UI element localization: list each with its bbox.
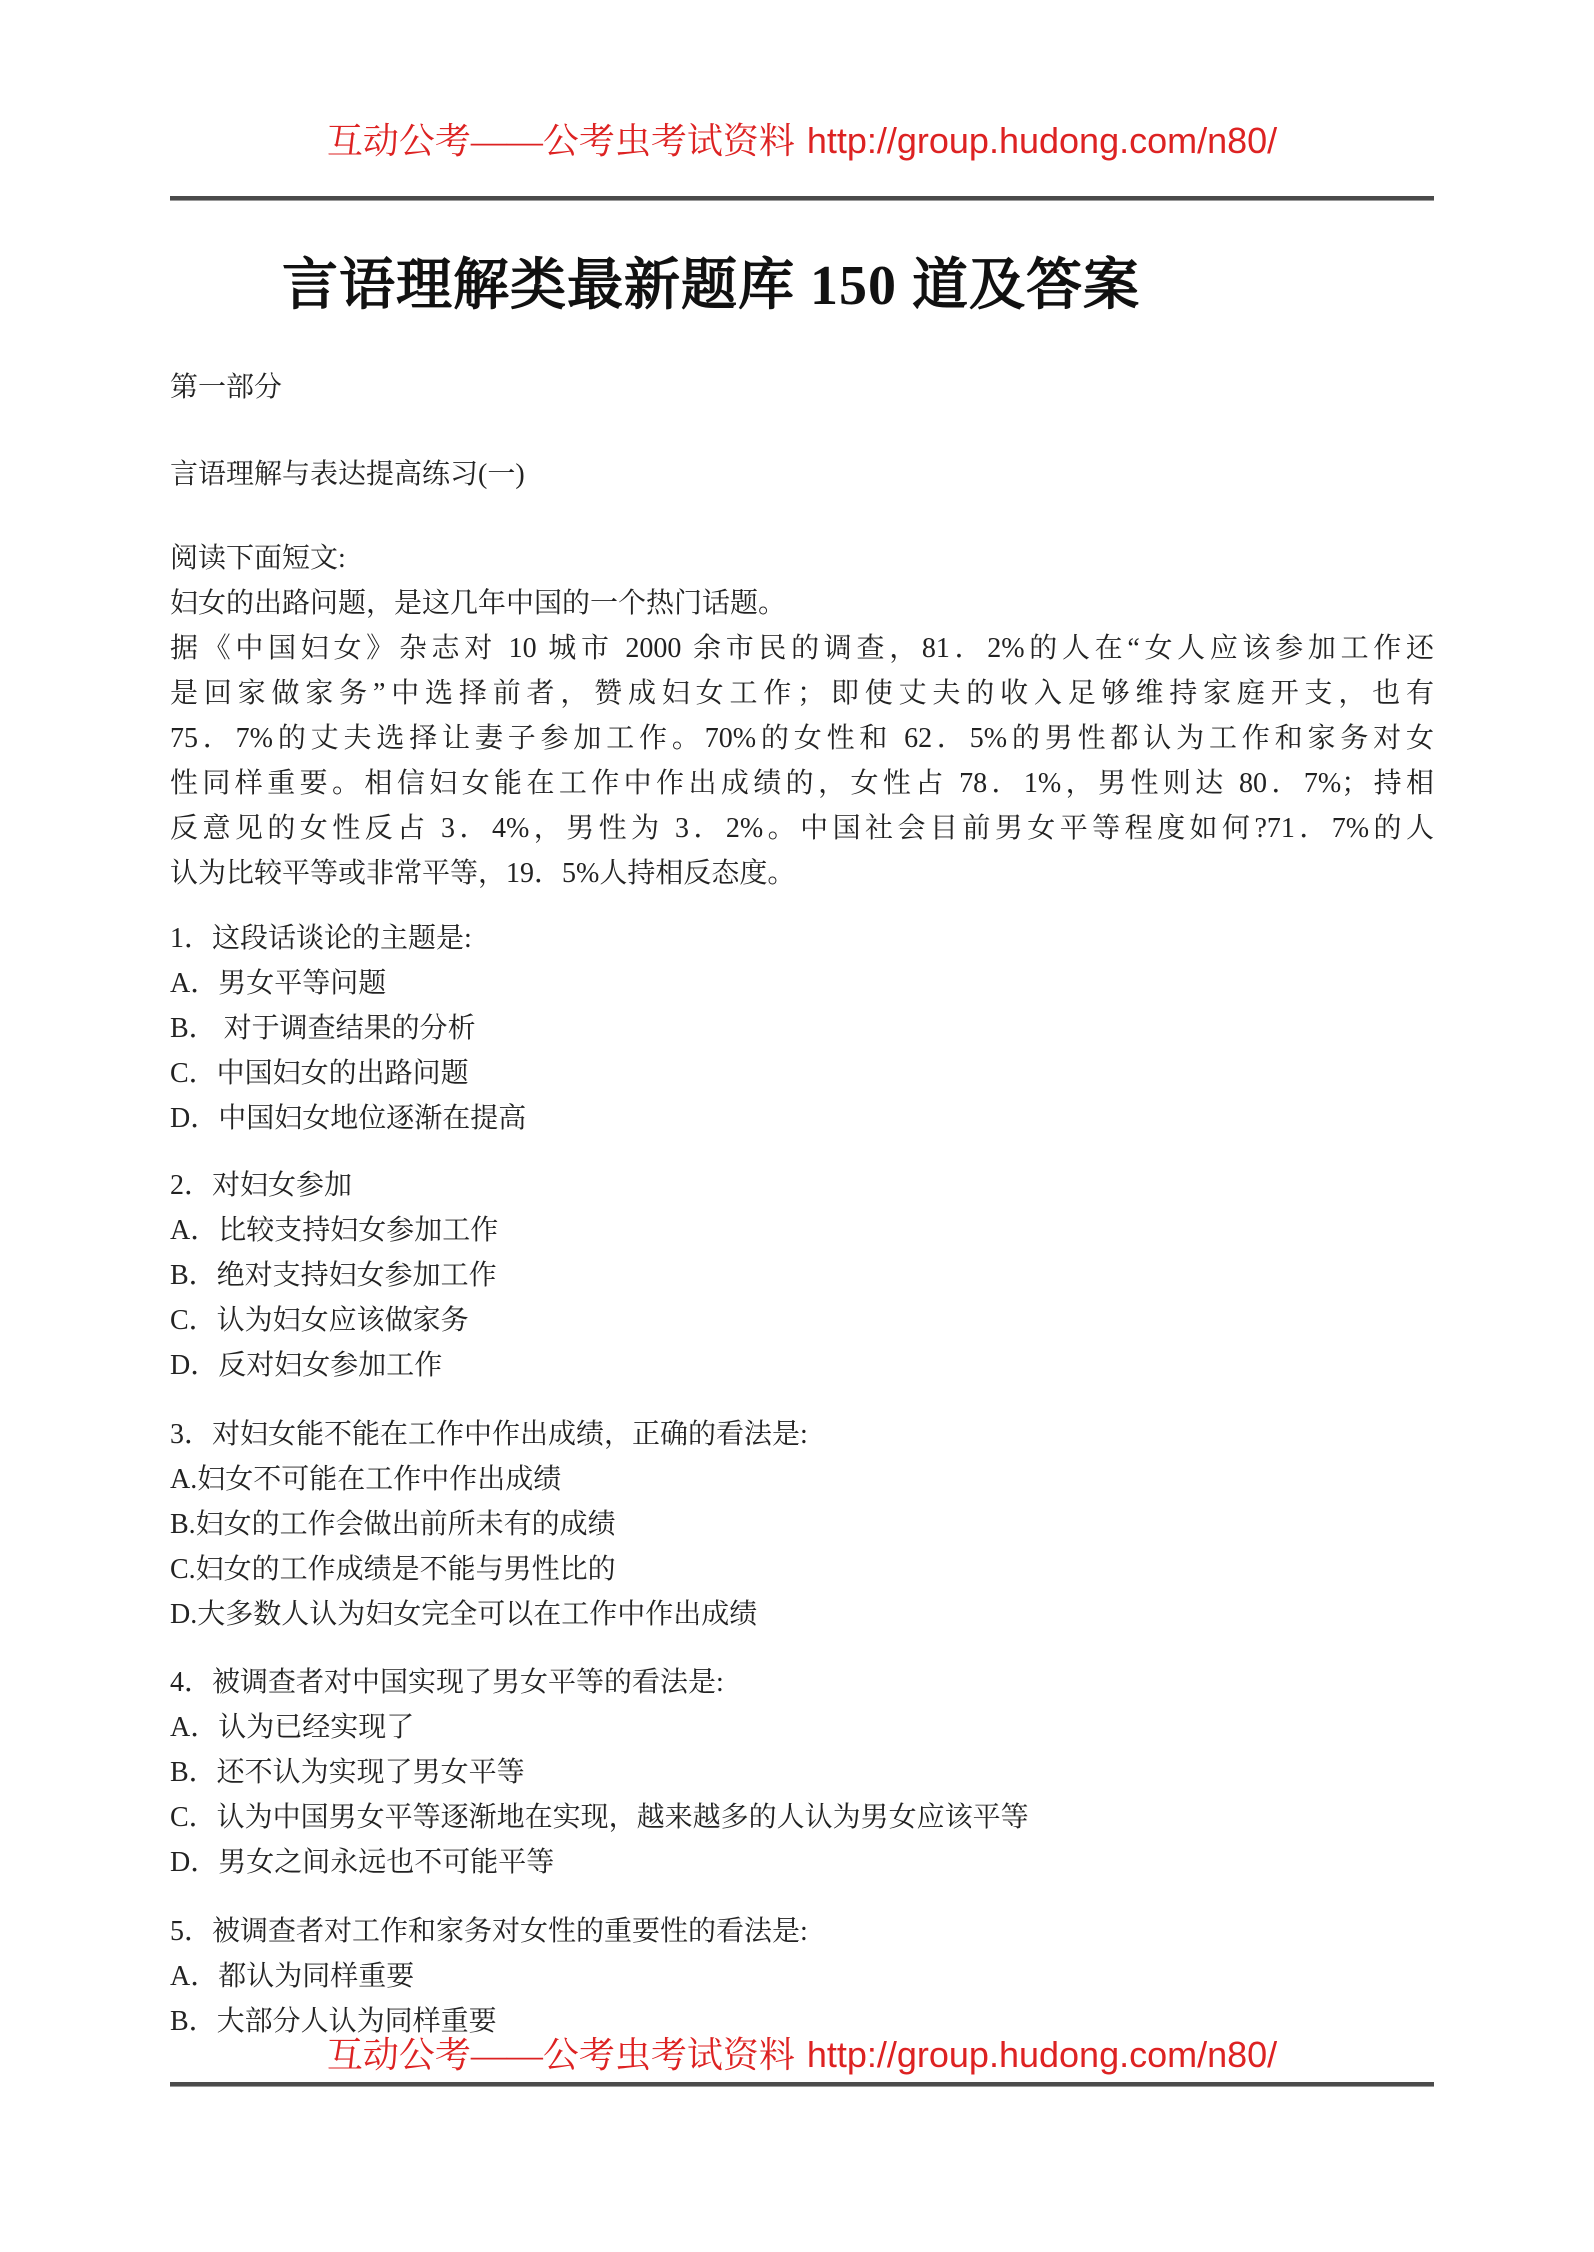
- question-1-option-a: A．男女平等问题: [170, 968, 387, 999]
- question-4-stem: 4．被调查者对中国实现了男女平等的看法是:: [170, 1667, 724, 1698]
- question-5-option-b: B．大部分人认为同样重要: [170, 2006, 497, 2037]
- question-3-option-b: B.妇女的工作会做出前所未有的成绩: [170, 1509, 616, 1540]
- question-1-option-d: D．中国妇女地位逐渐在提高: [170, 1103, 527, 1134]
- question-2-option-a: A．比较支持妇女参加工作: [170, 1215, 499, 1246]
- passage-line: 是回家做家务”中选择前者，赞成妇女工作；即使丈夫的收入足够维持家庭开支，也有: [170, 678, 1434, 709]
- question-2-option-b: B．绝对支持妇女参加工作: [170, 1260, 497, 1291]
- footer-divider: [170, 2082, 1434, 2087]
- reading-passage: [170, 536, 1434, 896]
- question-5-stem: 5．被调查者对工作和家务对女性的重要性的看法是:: [170, 1916, 808, 1947]
- question-3-option-c: C.妇女的工作成绩是不能与男性比的: [170, 1554, 616, 1585]
- question-1-stem: 1．这段话谈论的主题是:: [170, 923, 472, 954]
- passage-line: 认为比较平等或非常平等，19．5%人持相反态度。: [170, 858, 796, 889]
- question-5-option-a: A．都认为同样重要: [170, 1961, 415, 1992]
- question-1: [170, 916, 1434, 1141]
- passage-line: 75．7%的丈夫选择让妻子参加工作。70%的女性和 62．5%的男性都认为工作和家务对女: [170, 723, 1434, 754]
- passage-line: 性同样重要。相信妇女能在工作中作出成绩的，女性占 78．1%，男性则达 80．7%；持相: [170, 768, 1434, 799]
- header-divider: [170, 196, 1434, 201]
- footer-url: http://group.hudong.com/n80/: [806, 2034, 1278, 2075]
- question-4-option-a: A．认为已经实现了: [170, 1712, 415, 1743]
- passage-line: 妇女的出路问题，是这几年中国的一个热门话题。: [170, 588, 787, 619]
- question-3-stem: 3．对妇女能不能在工作中作出成绩，正确的看法是:: [170, 1419, 808, 1450]
- question-1-option-c: C．中国妇女的出路问题: [170, 1058, 469, 1089]
- question-4: [170, 1660, 1434, 1885]
- header-url: http://group.hudong.com/n80/: [806, 120, 1278, 161]
- section-label: 言语理解与表达提高练习(一): [170, 459, 525, 490]
- passage-line: 反意见的女性反占 3．4%，男性为 3．2%。中国社会目前男女平等程度如何?71．7%的人: [170, 813, 1434, 844]
- question-1-option-b: B． 对于调查结果的分析: [170, 1013, 476, 1044]
- passage-intro: 阅读下面短文:: [170, 543, 346, 574]
- header-site-label: 互动公考——公考虫考试资料: [326, 121, 795, 161]
- footer-site-label: 互动公考——公考虫考试资料: [326, 2035, 795, 2075]
- footer-banner: [170, 2032, 1434, 2078]
- question-2-stem: 2．对妇女参加: [170, 1170, 353, 1201]
- header-banner: [170, 118, 1434, 164]
- question-3: [170, 1412, 1434, 1637]
- question-5: [170, 1909, 1434, 2044]
- question-2-option-d: D．反对妇女参加工作: [170, 1350, 443, 1381]
- question-4-option-d: D．男女之间永远也不可能平等: [170, 1847, 555, 1878]
- part-label: 第一部分: [170, 372, 283, 403]
- passage-line: 据《中国妇女》杂志对 10 城市 2000 余市民的调查，81．2%的人在“女人应该参加工作还: [170, 633, 1434, 664]
- question-2-option-c: C．认为妇女应该做家务: [170, 1305, 469, 1336]
- question-2: [170, 1163, 1434, 1388]
- question-3-option-a: A.妇女不可能在工作中作出成绩: [170, 1464, 562, 1495]
- question-4-option-c: C．认为中国男女平等逐渐地在实现，越来越多的人认为男女应该平等: [170, 1802, 1029, 1833]
- question-3-option-d: D.大多数人认为妇女完全可以在工作中作出成绩: [170, 1599, 758, 1630]
- document-title: 言语理解类最新题库 150 道及答案: [282, 255, 1140, 317]
- question-4-option-b: B．还不认为实现了男女平等: [170, 1757, 525, 1788]
